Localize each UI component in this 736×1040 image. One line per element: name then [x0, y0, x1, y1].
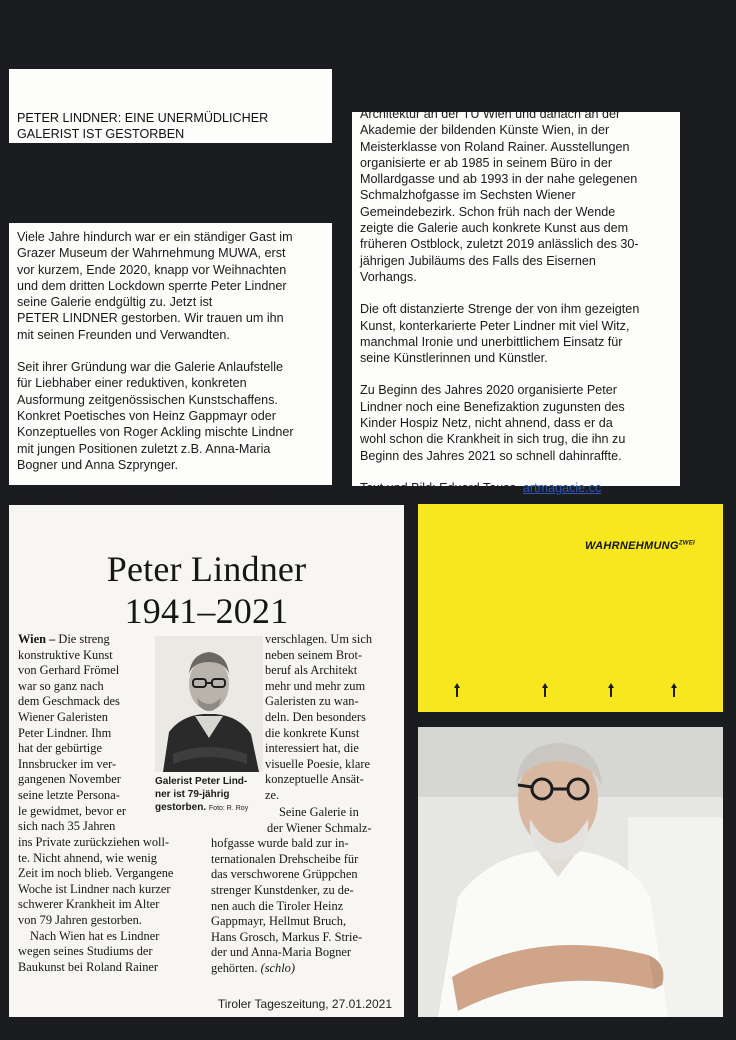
newspaper-clipping	[9, 505, 404, 1017]
text-line: Mollardgasse und ab 1993 in der nahe gelegenen	[360, 172, 638, 187]
text-line: von 79 Jahren gestorben.	[18, 912, 142, 927]
text-line: früheren Ostblock, zuletzt 2019 anlässlich des 30-	[360, 237, 639, 252]
text-line: Beginn des Jahres 2021 so schnell dahinraffte.	[360, 448, 622, 463]
author-signature: (schlo)	[260, 960, 295, 975]
text-line: visuelle Poesie, klare	[265, 756, 370, 771]
text-line: seine Galerie endgültig zu. Jetzt ist	[17, 295, 213, 310]
text-line: organisierte er ab 1985 in seinem Büro in der	[360, 155, 613, 170]
text-line: wegen seines Studiums der	[18, 944, 153, 959]
text-line: das verschworene Grüppchen	[211, 867, 358, 882]
caption-line: gestorben.	[155, 802, 207, 813]
newspaper-column-3	[265, 632, 393, 804]
text-line: Seit ihrer Gründung war die Galerie Anlaufstelle	[17, 360, 284, 375]
text-line: Kinder Hospiz Netz, nicht ahnend, dass er da	[360, 416, 613, 431]
text-line: Wiener Galeristen	[18, 709, 108, 724]
text-line: te. Nicht ahnend, wie wenig	[18, 850, 158, 865]
text-line: verschlagen. Um sich	[265, 632, 373, 646]
paragraph-1	[360, 106, 676, 285]
text-line: ins Private zurückziehen woll-	[18, 835, 170, 849]
credit-suffix: ,	[601, 480, 605, 495]
text-line: Die oft distanzierte Strenge der von ihm gezeigten	[360, 302, 640, 317]
text-line: gangenen November	[18, 772, 121, 787]
text-line: neben seinem Brot-	[265, 647, 363, 662]
portrait-photo	[418, 727, 723, 1017]
left-text-body	[17, 229, 327, 505]
wahrnehmung-logo	[585, 540, 695, 552]
text-line: interessiert hat, die	[265, 741, 359, 756]
text-line: Die streng	[55, 632, 110, 646]
text-line: Nach Wien hat es Lindner	[30, 928, 160, 943]
text-line: seine Künstlerinnen und Künstler.	[360, 351, 548, 366]
text-line: Bogner und Anna Szprynger.	[17, 457, 179, 472]
arrow-up-icon	[670, 682, 678, 698]
newspaper-headline-name: Peter Lindner	[106, 549, 307, 589]
text-line: mit seinen Freunden und Verwandten.	[17, 327, 230, 342]
text-line: von Gerhard Frömel	[18, 663, 120, 678]
text-line: der Wiener Schmalz-	[267, 820, 372, 835]
text-line: dem Geschmack des	[18, 694, 120, 709]
text-line: sich nach 35 Jahren	[18, 819, 116, 834]
newspaper-headline-years: 1941–2021	[124, 591, 289, 631]
right-text-clipping	[352, 107, 680, 512]
text-line: Seine Galerie in	[279, 805, 359, 819]
title-clipping	[9, 69, 332, 143]
arrow-up-icon	[607, 682, 615, 698]
paragraph-2	[360, 301, 676, 366]
text-line: Baukunst bei Roland Rainer	[18, 959, 159, 974]
left-text-clipping	[9, 223, 332, 505]
newspaper-source: Tiroler Tageszeitung, 27.01.2021	[217, 997, 392, 1011]
text-line: wohl schon die Krankheit in sich trug, die ihn zu	[360, 432, 626, 447]
newspaper-portrait-photo	[155, 636, 263, 772]
text-line: Zeit im noch blieb. Vergangene	[18, 866, 174, 881]
right-text-body	[360, 106, 676, 513]
newspaper-column-1	[18, 632, 148, 835]
text-line: konstruktive Kunst	[18, 647, 113, 662]
dateline: Wien –	[18, 632, 56, 646]
text-line: ternationalen Drehscheibe für	[211, 851, 359, 866]
text-line: hat der gebürtige	[18, 741, 102, 756]
text-line: Kunst, konterkarierte Peter Lindner mit viel Witz,	[360, 318, 630, 333]
text-line: Woche ist Lindner nach kurzer	[18, 881, 171, 896]
man-portrait-illustration	[418, 727, 723, 1017]
arrow-up-icon	[453, 682, 461, 698]
text-line: vor kurzem, Ende 2020, knapp vor Weihnachten	[17, 262, 287, 277]
text-line: Lindner noch eine Benefizaktion zugunsten des	[360, 399, 625, 414]
text-line: Konzeptuelles von Roger Ackling mischte Lindner	[17, 425, 294, 440]
text-line: schwerer Krankheit im Alter	[18, 897, 160, 912]
text-line: Viele Jahre hindurch war er ein ständiger Gast im	[17, 230, 293, 244]
text-line: Architektur an der TU Wien und danach an der	[360, 107, 621, 121]
newspaper-column-3-continued	[208, 805, 393, 977]
text-line: Peter Lindner. Ihm	[18, 725, 112, 740]
text-line: Gappmayr, Hellmut Bruch,	[211, 914, 347, 929]
text-line: zeigte die Galerie auch konkrete Kunst aus dem	[360, 221, 629, 236]
text-line: Grazer Museum der Wahrnehmung MUWA, erst	[17, 246, 286, 261]
photo-credit: Foto: R. Roy	[208, 805, 249, 812]
caption-line: Galerist Peter Lind-	[155, 776, 248, 787]
paragraph-1	[17, 229, 327, 343]
text-line: und dem dritten Lockdown sperrte Peter Lindner	[17, 278, 287, 293]
text-line: Konkret Poetisches von Heinz Gappmayr oder	[17, 408, 277, 423]
text-line: strenger Kunstdenker, zu de-	[211, 882, 354, 897]
text-line: ze.	[265, 787, 280, 802]
paragraph-3	[17, 489, 327, 505]
text-line: Galeristen zu wan-	[265, 694, 359, 709]
text-line: mit jungen Positionen zuletzt z.B. Anna-Maria	[17, 441, 271, 456]
text-line: war so ganz nach	[18, 678, 104, 693]
text-line: PETER LINDNER gestorben. Wir trauen um ihn	[17, 311, 284, 326]
article-title	[17, 110, 268, 142]
title-line-2: GALERIST IST GESTORBEN	[17, 127, 185, 141]
text-line: Ausformung zeitgenössischen Kunstschaffens.	[17, 392, 278, 407]
logo-superscript: ZWEI	[678, 540, 695, 547]
caption-line: ner ist 79-jährig	[155, 789, 230, 800]
logo-text: WAHRNEHMUNG	[585, 540, 679, 552]
text-line: Hans Grosch, Markus F. Strie-	[211, 929, 363, 944]
text-line: konzeptuelle Ansät-	[265, 772, 364, 787]
text-line: deln. Den besonders	[265, 709, 366, 724]
text-line: für Liebhaber einer reduktiven, konkreten	[17, 376, 247, 391]
wahrnehmung-yellow-card	[418, 504, 723, 712]
portrait-illustration	[155, 636, 263, 772]
paragraph-2	[17, 359, 327, 473]
text-line: Innsbrucker im ver-	[18, 756, 117, 771]
text-line: Schmalzhofgasse im Sechsten Wiener	[360, 188, 576, 203]
text-line: le gewidmet, bevor er	[18, 803, 127, 818]
title-line-1: PETER LINDNER: EINE UNERMÜDLICHER	[17, 111, 269, 125]
credit-line-2: Text	[405, 497, 429, 512]
text-line: Vorhangs.	[360, 269, 417, 284]
text-line: die konkrete Kunst	[265, 725, 360, 740]
text-line: Gemeindebezirk. Schon früh nach der Wende	[360, 204, 616, 219]
credit-prefix: Text und Bild: Eduard Tauss,	[360, 480, 523, 495]
text-line: Meisterklasse von Roland Rainer. Ausstellungen	[360, 139, 630, 154]
text-line: nen auch die Tiroler Heinz	[211, 898, 344, 913]
credit-line	[360, 480, 676, 496]
text-line: gehörten.	[211, 960, 258, 975]
text-line: seine letzte Persona-	[18, 787, 120, 802]
text-line: Zu Beginn des Jahres 2020 organisierte Peter	[360, 383, 617, 398]
newspaper-column-1-continued	[18, 835, 206, 975]
text-line: jährigen Jubiläums des Falls des Eisernen	[360, 253, 596, 268]
text-line: Akademie der bildenden Künste Wien, in der	[360, 123, 610, 138]
text-line: manchmal Ironie und unerbittlichem Einsatz für	[360, 334, 623, 349]
text-line: beruf als Architekt	[265, 663, 358, 678]
text-line: der und Anna-Maria Bogner	[211, 945, 352, 960]
paragraph-3	[360, 382, 676, 463]
text-line: hofgasse wurde bald zur in-	[211, 836, 349, 851]
arrow-up-icon	[541, 682, 549, 698]
credit-link[interactable]: artmagacie.cc	[522, 480, 602, 495]
text-line: 1941 in Tirol geboren, studierte Peter Lindner	[17, 490, 270, 505]
text-line: mehr und mehr zum	[265, 678, 366, 693]
